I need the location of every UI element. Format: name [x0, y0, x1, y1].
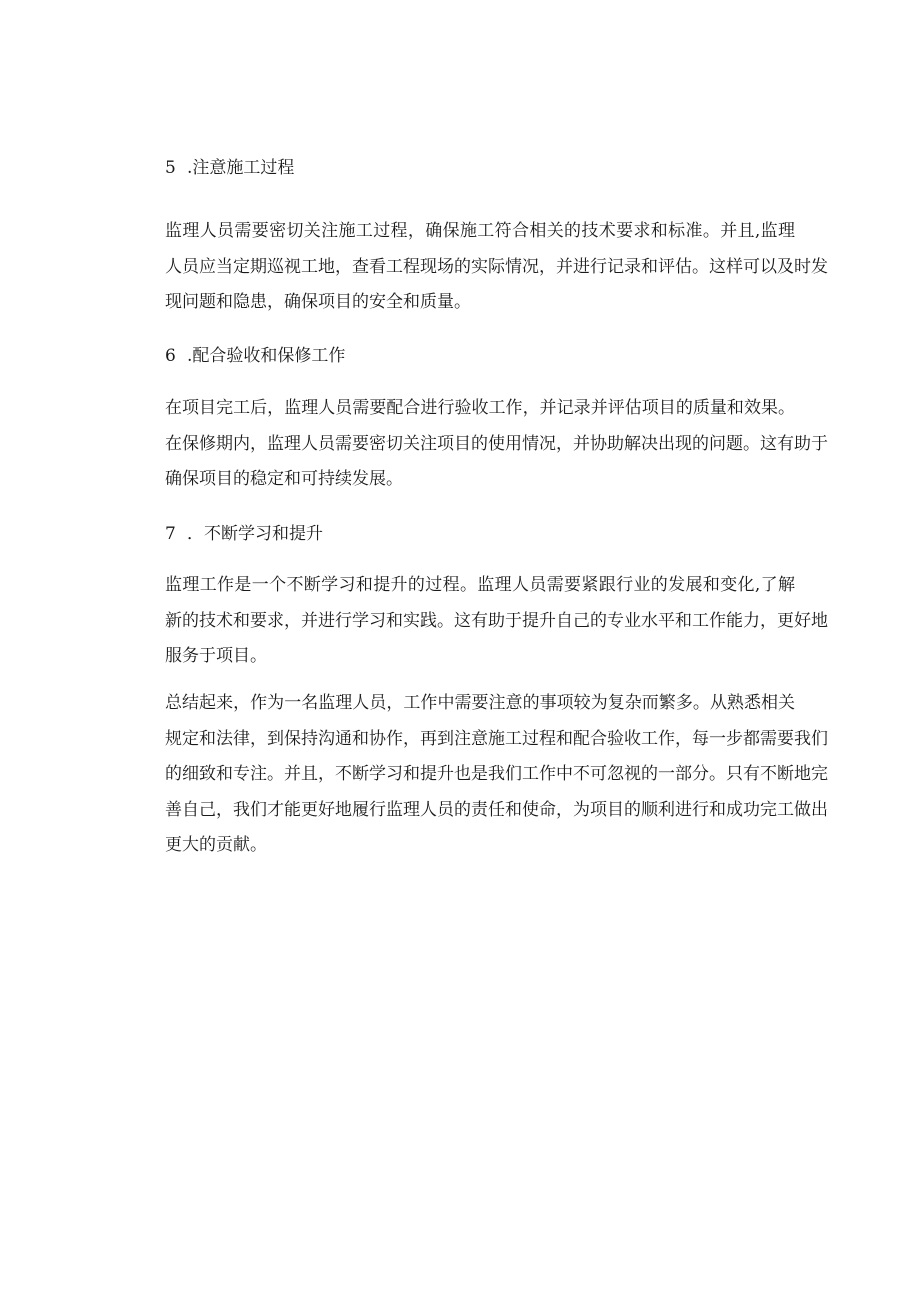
paragraph-line: 确保项目的稳定和可持续发展。 — [165, 469, 403, 489]
section-heading-7 — [165, 522, 323, 546]
paragraph-line: 在项目完工后，监理人员需要配合进行验收工作，并记录并评估项目的质量和效果。 — [165, 398, 795, 418]
section-paragraph-7 — [165, 568, 828, 675]
section-title: ．不断学习和提升 — [187, 524, 323, 544]
paragraph-line: 服务于项目。 — [165, 646, 267, 666]
section-number: 7 — [165, 524, 176, 544]
paragraph-line: 监理人员需要密切关注施工过程，确保施工符合相关的技术要求和标准。并且,监理 — [165, 221, 795, 241]
paragraph-line: 在保修期内，监理人员需要密切关注项目的使用情况，并协助解决出现的问题。这有助于 — [165, 433, 828, 454]
paragraph-line: 现问题和隐患，确保项目的安全和质量。 — [165, 292, 471, 312]
paragraph-line: 更大的贡献。 — [165, 835, 267, 855]
section-heading-5 — [165, 156, 294, 180]
section-number: 6 — [165, 346, 176, 366]
section-title: .配合验收和保修工作 — [187, 346, 346, 366]
section-number: 5 — [165, 158, 176, 178]
section-paragraph-6 — [165, 391, 828, 498]
summary-paragraph — [165, 686, 828, 864]
section-heading-6 — [165, 344, 345, 368]
paragraph-line: 总结起来，作为一名监理人员，工作中需要注意的事项较为复杂而繁多。从熟悉相关 — [165, 693, 795, 713]
paragraph-line: 新的技术和要求，并进行学习和实践。这有助于提升自己的专业水平和工作能力，更好地 — [165, 610, 828, 631]
paragraph-line: 人员应当定期巡视工地，查看工程现场的实际情况，并进行记录和评估。这样可以及时发 — [165, 256, 828, 277]
paragraph-line: 规定和法律，到保持沟通和协作，再到注意施工过程和配合验收工作，每一步都需要我们 — [165, 728, 828, 749]
section-paragraph-5 — [165, 214, 828, 321]
section-title: .注意施工过程 — [187, 158, 295, 178]
paragraph-line: 善自己，我们才能更好地履行监理人员的责任和使命，为项目的顺利进行和成功完工做出 — [165, 799, 828, 820]
paragraph-line: 的细致和专注。并且，不断学习和提升也是我们工作中不可忽视的一部分。只有不断地完 — [165, 764, 828, 784]
paragraph-line: 监理工作是一个不断学习和提升的过程。监理人员需要紧跟行业的发展和变化,了解 — [165, 575, 795, 595]
